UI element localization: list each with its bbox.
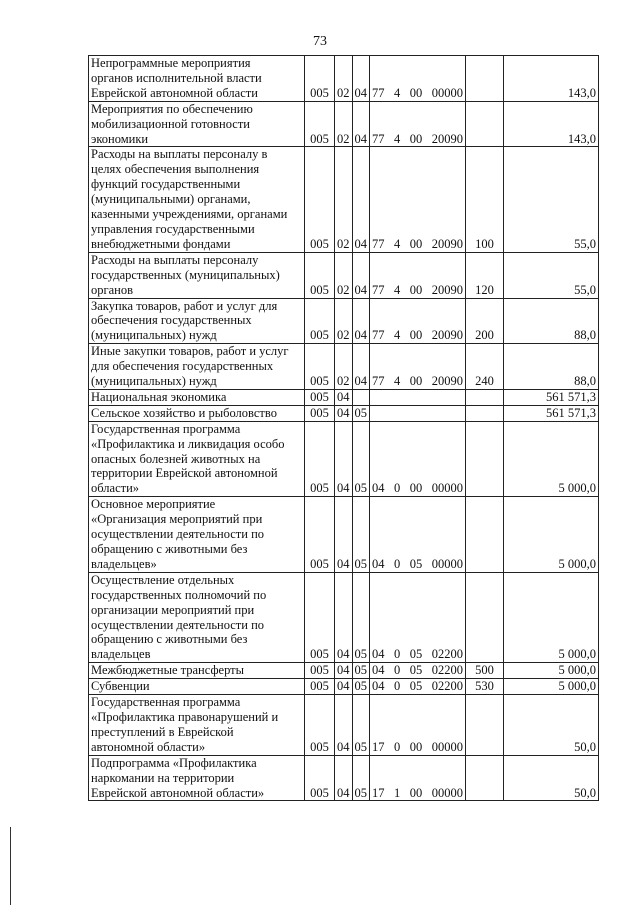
cell-sum: 5 000,0 bbox=[504, 663, 599, 679]
cell-sum: 50,0 bbox=[504, 755, 599, 801]
target-part: 17 bbox=[372, 785, 385, 800]
cell-sum: 88,0 bbox=[504, 344, 599, 390]
cell-target bbox=[370, 663, 466, 679]
row-name: Непрограммные мероприятия органов исполнительной власти Еврейской автономной области bbox=[89, 56, 305, 102]
cell-expense: 120 bbox=[466, 252, 504, 298]
target-part: 0 bbox=[394, 556, 401, 571]
cell-section: 02 bbox=[335, 252, 353, 298]
cell-admin: 005 bbox=[305, 56, 335, 102]
table-row bbox=[89, 663, 599, 679]
target-part: 00 bbox=[409, 739, 423, 754]
cell-sum: 5 000,0 bbox=[504, 572, 599, 662]
target-part: 4 bbox=[394, 131, 401, 146]
target-part: 04 bbox=[372, 647, 385, 662]
target-part: 00 bbox=[409, 374, 423, 389]
cell-subsection: 05 bbox=[352, 755, 370, 801]
cell-expense bbox=[466, 695, 504, 756]
target-part: 20090 bbox=[431, 131, 463, 146]
cell-expense bbox=[466, 497, 504, 573]
cell-sum: 5 000,0 bbox=[504, 421, 599, 497]
target-part: 04 bbox=[372, 663, 385, 678]
target-part: 0 bbox=[394, 739, 401, 754]
row-name: Национальная экономика bbox=[89, 389, 305, 405]
row-name: Государственная программа «Профилактика правонарушений и преступлений в Еврейской автономной области» bbox=[89, 695, 305, 756]
target-part: 00 bbox=[409, 85, 423, 100]
cell-expense bbox=[466, 421, 504, 497]
target-part: 02200 bbox=[431, 663, 463, 678]
table-row bbox=[89, 344, 599, 390]
target-part: 00 bbox=[409, 236, 423, 251]
target-part: 77 bbox=[372, 236, 385, 251]
target-part: 00 bbox=[409, 481, 423, 496]
cell-subsection: 04 bbox=[352, 101, 370, 147]
cell-target bbox=[370, 679, 466, 695]
cell-expense bbox=[466, 389, 504, 405]
cell-subsection: 05 bbox=[352, 405, 370, 421]
cell-subsection: 04 bbox=[352, 252, 370, 298]
row-name: Основное мероприятие «Организация мероприятий при осуществлении деятельности по обращению с животными без владельцев» bbox=[89, 497, 305, 573]
target-part: 00000 bbox=[431, 739, 463, 754]
target-part: 00000 bbox=[431, 481, 463, 496]
cell-target bbox=[370, 755, 466, 801]
margin-line bbox=[10, 827, 11, 905]
target-part: 77 bbox=[372, 328, 385, 343]
cell-target bbox=[370, 695, 466, 756]
cell-sum: 143,0 bbox=[504, 101, 599, 147]
cell-target bbox=[370, 389, 466, 405]
cell-section: 02 bbox=[335, 147, 353, 252]
target-part: 00000 bbox=[431, 785, 463, 800]
target-part: 05 bbox=[409, 556, 423, 571]
row-name: Сельское хозяйство и рыболовство bbox=[89, 405, 305, 421]
target-part: 04 bbox=[372, 679, 385, 694]
cell-section: 04 bbox=[335, 663, 353, 679]
cell-admin: 005 bbox=[305, 252, 335, 298]
cell-expense: 100 bbox=[466, 147, 504, 252]
target-part: 00 bbox=[409, 131, 423, 146]
cell-admin: 005 bbox=[305, 497, 335, 573]
target-part: 4 bbox=[394, 85, 401, 100]
cell-section: 02 bbox=[335, 344, 353, 390]
cell-expense: 200 bbox=[466, 298, 504, 344]
cell-sum: 88,0 bbox=[504, 298, 599, 344]
cell-section: 02 bbox=[335, 56, 353, 102]
target-part: 20090 bbox=[431, 328, 463, 343]
target-part: 05 bbox=[409, 647, 423, 662]
table-row bbox=[89, 389, 599, 405]
cell-target bbox=[370, 572, 466, 662]
table-row bbox=[89, 56, 599, 102]
target-part: 0 bbox=[394, 481, 401, 496]
cell-target bbox=[370, 298, 466, 344]
target-part: 00 bbox=[409, 328, 423, 343]
table-row bbox=[89, 421, 599, 497]
row-name: Расходы на выплаты персоналу государственных (муниципальных) органов bbox=[89, 252, 305, 298]
table-row bbox=[89, 252, 599, 298]
table-row bbox=[89, 101, 599, 147]
cell-section: 04 bbox=[335, 405, 353, 421]
cell-section: 04 bbox=[335, 755, 353, 801]
target-part: 00000 bbox=[431, 556, 463, 571]
cell-admin: 005 bbox=[305, 421, 335, 497]
cell-subsection: 04 bbox=[352, 298, 370, 344]
target-part: 0 bbox=[394, 679, 401, 694]
target-part: 77 bbox=[372, 85, 385, 100]
cell-admin: 005 bbox=[305, 344, 335, 390]
table-row bbox=[89, 405, 599, 421]
cell-expense bbox=[466, 572, 504, 662]
cell-section: 04 bbox=[335, 572, 353, 662]
target-part: 17 bbox=[372, 739, 385, 754]
cell-section: 04 bbox=[335, 421, 353, 497]
cell-section: 04 bbox=[335, 695, 353, 756]
cell-admin: 005 bbox=[305, 679, 335, 695]
cell-subsection: 05 bbox=[352, 695, 370, 756]
table-row bbox=[89, 298, 599, 344]
cell-subsection: 05 bbox=[352, 663, 370, 679]
cell-target bbox=[370, 101, 466, 147]
cell-subsection: 04 bbox=[352, 344, 370, 390]
cell-sum: 5 000,0 bbox=[504, 497, 599, 573]
target-part: 77 bbox=[372, 374, 385, 389]
target-part: 02200 bbox=[431, 679, 463, 694]
cell-sum: 143,0 bbox=[504, 56, 599, 102]
target-part: 4 bbox=[394, 328, 401, 343]
target-part: 04 bbox=[372, 481, 385, 496]
cell-sum: 55,0 bbox=[504, 252, 599, 298]
cell-admin: 005 bbox=[305, 298, 335, 344]
row-name: Расходы на выплаты персоналу в целях обеспечения выполнения функций государственными (муниципальными) органами, казенными учреждениями, органами управления государственными внебюджетными фондами bbox=[89, 147, 305, 252]
cell-target bbox=[370, 56, 466, 102]
target-part: 04 bbox=[372, 556, 385, 571]
cell-subsection: 05 bbox=[352, 679, 370, 695]
cell-subsection: 05 bbox=[352, 421, 370, 497]
cell-expense bbox=[466, 56, 504, 102]
budget-table bbox=[88, 55, 599, 801]
row-name: Иные закупки товаров, работ и услуг для обеспечения государственных (муниципальных) нужд bbox=[89, 344, 305, 390]
cell-target bbox=[370, 147, 466, 252]
table-body bbox=[89, 56, 599, 801]
cell-admin: 005 bbox=[305, 405, 335, 421]
cell-admin: 005 bbox=[305, 101, 335, 147]
row-name: Государственная программа «Профилактика и ликвидация особо опасных болезней животных на территории Еврейской автономной области» bbox=[89, 421, 305, 497]
row-name: Мероприятия по обеспечению мобилизационной готовности экономики bbox=[89, 101, 305, 147]
table-row bbox=[89, 755, 599, 801]
cell-target bbox=[370, 405, 466, 421]
table-row bbox=[89, 679, 599, 695]
table-row bbox=[89, 695, 599, 756]
cell-subsection: 05 bbox=[352, 497, 370, 573]
table-row bbox=[89, 572, 599, 662]
target-part: 20090 bbox=[431, 374, 463, 389]
cell-admin: 005 bbox=[305, 572, 335, 662]
cell-subsection: 04 bbox=[352, 147, 370, 252]
target-part: 20090 bbox=[431, 236, 463, 251]
target-part: 4 bbox=[394, 282, 401, 297]
target-part: 02200 bbox=[431, 647, 463, 662]
cell-expense: 500 bbox=[466, 663, 504, 679]
target-part: 20090 bbox=[431, 282, 463, 297]
target-part: 00 bbox=[409, 785, 423, 800]
row-name: Осуществление отдельных государственных полномочий по организации мероприятий при осуществлении деятельности по обращению с животными без владельцев bbox=[89, 572, 305, 662]
cell-target bbox=[370, 344, 466, 390]
cell-expense: 530 bbox=[466, 679, 504, 695]
cell-subsection: 05 bbox=[352, 572, 370, 662]
cell-sum: 561 571,3 bbox=[504, 389, 599, 405]
row-name: Подпрограмма «Профилактика наркомании на территории Еврейской автономной области» bbox=[89, 755, 305, 801]
row-name: Закупка товаров, работ и услуг для обеспечения государственных (муниципальных) нужд bbox=[89, 298, 305, 344]
cell-subsection bbox=[352, 389, 370, 405]
table-row bbox=[89, 497, 599, 573]
cell-target bbox=[370, 421, 466, 497]
cell-sum: 561 571,3 bbox=[504, 405, 599, 421]
cell-sum: 5 000,0 bbox=[504, 679, 599, 695]
cell-section: 04 bbox=[335, 389, 353, 405]
cell-admin: 005 bbox=[305, 695, 335, 756]
cell-admin: 005 bbox=[305, 755, 335, 801]
cell-subsection: 04 bbox=[352, 56, 370, 102]
row-name: Межбюджетные трансферты bbox=[89, 663, 305, 679]
target-part: 1 bbox=[394, 785, 401, 800]
cell-expense: 240 bbox=[466, 344, 504, 390]
cell-target bbox=[370, 252, 466, 298]
cell-section: 02 bbox=[335, 298, 353, 344]
cell-expense bbox=[466, 755, 504, 801]
target-part: 05 bbox=[409, 679, 423, 694]
cell-sum: 55,0 bbox=[504, 147, 599, 252]
target-part: 00 bbox=[409, 282, 423, 297]
cell-sum: 50,0 bbox=[504, 695, 599, 756]
target-part: 0 bbox=[394, 647, 401, 662]
cell-admin: 005 bbox=[305, 389, 335, 405]
table-row bbox=[89, 147, 599, 252]
target-part: 77 bbox=[372, 282, 385, 297]
cell-section: 02 bbox=[335, 101, 353, 147]
cell-section: 04 bbox=[335, 679, 353, 695]
cell-expense bbox=[466, 101, 504, 147]
cell-target bbox=[370, 497, 466, 573]
cell-admin: 005 bbox=[305, 663, 335, 679]
target-part: 4 bbox=[394, 236, 401, 251]
cell-admin: 005 bbox=[305, 147, 335, 252]
cell-section: 04 bbox=[335, 497, 353, 573]
target-part: 0 bbox=[394, 663, 401, 678]
target-part: 00000 bbox=[431, 85, 463, 100]
page-number: 73 bbox=[313, 34, 327, 49]
cell-expense bbox=[466, 405, 504, 421]
target-part: 4 bbox=[394, 374, 401, 389]
target-part: 05 bbox=[409, 663, 423, 678]
target-part: 77 bbox=[372, 131, 385, 146]
row-name: Субвенции bbox=[89, 679, 305, 695]
